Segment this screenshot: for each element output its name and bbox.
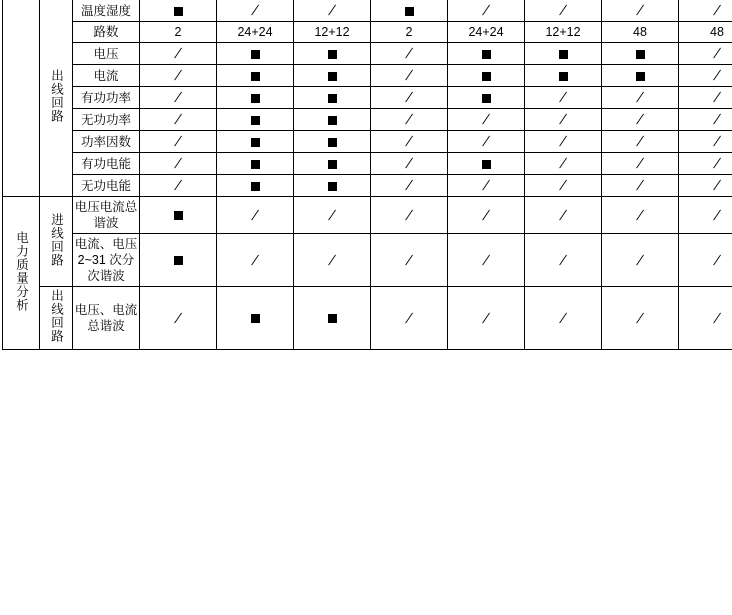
- cell-number: 48: [710, 25, 724, 39]
- cell-value: [602, 197, 679, 234]
- row-item-label: 无功功率: [73, 109, 140, 131]
- table-row: [3, 153, 732, 175]
- slash-icon: /: [482, 2, 490, 18]
- cell-value: [525, 65, 602, 87]
- table-row: [3, 22, 732, 43]
- subgroup-label-outgoing-2: 出线回路: [49, 289, 64, 343]
- cell-value: [448, 87, 525, 109]
- slash-icon: /: [482, 206, 490, 223]
- cell-value: [448, 109, 525, 131]
- cell-value: [217, 65, 294, 87]
- slash-icon: /: [482, 251, 490, 268]
- cell-value: [140, 65, 217, 87]
- subgroup-label-outgoing-1: 出线回路: [49, 69, 64, 123]
- slash-icon: /: [405, 67, 413, 83]
- slash-icon: /: [636, 111, 644, 127]
- slash-icon: /: [405, 309, 413, 326]
- slash-icon: /: [559, 251, 567, 268]
- slash-icon: /: [482, 177, 490, 193]
- row-item-label: 电流: [73, 65, 140, 87]
- filled-square-icon: [251, 160, 260, 169]
- cell-value: [525, 43, 602, 65]
- filled-square-icon: [559, 72, 568, 81]
- cell-value: [602, 131, 679, 153]
- filled-square-icon: [251, 314, 260, 323]
- subgroup-label-cell: [40, 0, 73, 197]
- cell-value: [294, 234, 371, 287]
- slash-icon: /: [713, 251, 721, 268]
- cell-value: [679, 0, 732, 22]
- slash-icon: /: [559, 133, 567, 149]
- row-item-label: 电压: [73, 43, 140, 65]
- cell-value: [602, 0, 679, 22]
- slash-icon: /: [328, 206, 336, 223]
- slash-icon: /: [636, 133, 644, 149]
- cell-value: [448, 0, 525, 22]
- slash-icon: /: [636, 251, 644, 268]
- slash-icon: /: [328, 251, 336, 268]
- cell-value: [679, 131, 732, 153]
- cell-value: [140, 131, 217, 153]
- cell-value: [525, 87, 602, 109]
- table-row: [3, 131, 732, 153]
- filled-square-icon: [174, 7, 183, 16]
- cell-value: [525, 197, 602, 234]
- cell-value: [140, 287, 217, 350]
- filled-square-icon: [251, 94, 260, 103]
- slash-icon: /: [405, 133, 413, 149]
- cell-number: 2: [405, 25, 413, 39]
- cell-value: [371, 65, 448, 87]
- cell-value: [448, 153, 525, 175]
- cell-value: [602, 65, 679, 87]
- filled-square-icon: [559, 50, 568, 59]
- cell-value: [217, 153, 294, 175]
- slash-icon: /: [713, 133, 721, 149]
- table-row: [3, 109, 732, 131]
- cell-value: [371, 153, 448, 175]
- row-item-label: 路数: [73, 22, 140, 43]
- slash-icon: /: [174, 45, 182, 61]
- slash-icon: /: [713, 89, 721, 105]
- cell-value: [140, 0, 217, 22]
- slash-icon: /: [482, 133, 490, 149]
- table-row: [3, 175, 732, 197]
- cell-value: [679, 153, 732, 175]
- cell-number: 24+24: [468, 25, 504, 39]
- slash-icon: /: [713, 111, 721, 127]
- cell-value: [525, 153, 602, 175]
- filled-square-icon: [636, 72, 645, 81]
- filled-square-icon: [482, 72, 491, 81]
- cell-value: [602, 234, 679, 287]
- filled-square-icon: [636, 50, 645, 59]
- filled-square-icon: [251, 138, 260, 147]
- row-item-label: 功率因数: [73, 131, 140, 153]
- subgroup-label-cell: [40, 287, 73, 350]
- cell-value: [294, 0, 371, 22]
- filled-square-icon: [251, 50, 260, 59]
- slash-icon: /: [251, 2, 259, 18]
- cell-value: [294, 131, 371, 153]
- cell-value: [371, 43, 448, 65]
- cell-value: [217, 43, 294, 65]
- cell-value: [140, 197, 217, 234]
- filled-square-icon: [328, 72, 337, 81]
- cell-value: [294, 175, 371, 197]
- cell-value: [448, 234, 525, 287]
- specification-table: [2, 0, 732, 350]
- cell-value: [371, 287, 448, 350]
- cell-value: [294, 109, 371, 131]
- slash-icon: /: [482, 309, 490, 326]
- cell-value: [679, 197, 732, 234]
- cell-value: [294, 197, 371, 234]
- cell-value: [140, 87, 217, 109]
- slash-icon: /: [713, 177, 721, 193]
- table-row: [3, 197, 732, 234]
- slash-icon: /: [636, 309, 644, 326]
- filled-square-icon: [251, 182, 260, 191]
- cell-value: [371, 109, 448, 131]
- cell-value: [140, 109, 217, 131]
- cell-value: [602, 175, 679, 197]
- cell-number: 12+12: [545, 25, 581, 39]
- slash-icon: /: [405, 111, 413, 127]
- slash-icon: /: [636, 2, 644, 18]
- cell-value: [602, 43, 679, 65]
- subgroup-label-incoming: 进线回路: [49, 212, 64, 267]
- slash-icon: /: [636, 206, 644, 223]
- cell-value: [448, 131, 525, 153]
- cell-value: [217, 287, 294, 350]
- cell-value: [525, 175, 602, 197]
- row-item-label: 电压电流总谐波: [73, 197, 140, 234]
- group-label-cell: [3, 197, 40, 350]
- slash-icon: /: [636, 89, 644, 105]
- cell-value: [371, 234, 448, 287]
- slash-icon: /: [713, 206, 721, 223]
- cell-value: [679, 234, 732, 287]
- slash-icon: /: [174, 155, 182, 171]
- table-row: [3, 234, 732, 287]
- row-item-label: 温度湿度: [73, 0, 140, 22]
- filled-square-icon: [174, 256, 183, 265]
- cell-value: [371, 175, 448, 197]
- filled-square-icon: [328, 116, 337, 125]
- slash-icon: /: [559, 155, 567, 171]
- group-label-cell: [3, 0, 40, 197]
- cell-value: [679, 287, 732, 350]
- slash-icon: /: [559, 309, 567, 326]
- slash-icon: /: [405, 177, 413, 193]
- slash-icon: /: [713, 155, 721, 171]
- cell-value: [217, 197, 294, 234]
- cell-value: [371, 131, 448, 153]
- cell-number: 2: [174, 25, 182, 39]
- cell-value: [448, 43, 525, 65]
- filled-square-icon: [251, 116, 260, 125]
- table-row: [3, 287, 732, 350]
- slash-icon: /: [713, 309, 721, 326]
- cell-value: [217, 87, 294, 109]
- slash-icon: /: [559, 177, 567, 193]
- cell-number: 12+12: [314, 25, 350, 39]
- cell-value: [217, 234, 294, 287]
- slash-icon: /: [559, 111, 567, 127]
- slash-icon: /: [713, 67, 721, 83]
- slash-icon: /: [174, 111, 182, 127]
- cell-value: [294, 153, 371, 175]
- cell-value: [140, 153, 217, 175]
- table-row: [3, 65, 732, 87]
- table-body: [3, 0, 732, 350]
- filled-square-icon: [482, 94, 491, 103]
- cell-value: [294, 22, 371, 43]
- cell-value: [602, 109, 679, 131]
- slash-icon: /: [713, 2, 721, 18]
- slash-icon: /: [482, 111, 490, 127]
- slash-icon: /: [174, 89, 182, 105]
- slash-icon: /: [559, 89, 567, 105]
- slash-icon: /: [559, 206, 567, 223]
- cell-value: [371, 197, 448, 234]
- table-row: [3, 43, 732, 65]
- filled-square-icon: [328, 94, 337, 103]
- filled-square-icon: [328, 160, 337, 169]
- cell-value: [525, 109, 602, 131]
- slash-icon: /: [251, 206, 259, 223]
- cell-value: [448, 197, 525, 234]
- table-row: [3, 87, 732, 109]
- cell-value: [602, 287, 679, 350]
- cell-number: 48: [633, 25, 647, 39]
- slash-icon: /: [636, 155, 644, 171]
- filled-square-icon: [328, 182, 337, 191]
- cell-value: [525, 131, 602, 153]
- cell-value: [294, 287, 371, 350]
- slash-icon: /: [559, 2, 567, 18]
- cell-value: [602, 87, 679, 109]
- slash-icon: /: [174, 67, 182, 83]
- slash-icon: /: [405, 45, 413, 61]
- cell-value: [448, 287, 525, 350]
- row-item-label: 有功功率: [73, 87, 140, 109]
- slash-icon: /: [405, 155, 413, 171]
- slash-icon: /: [174, 309, 182, 326]
- cell-value: [679, 43, 732, 65]
- cell-value: [217, 0, 294, 22]
- cell-value: [448, 175, 525, 197]
- cell-value: [294, 43, 371, 65]
- cell-value: [448, 22, 525, 43]
- filled-square-icon: [328, 50, 337, 59]
- row-item-label: 电流、电压2~31 次分次谐波: [73, 234, 140, 287]
- slash-icon: /: [174, 177, 182, 193]
- subgroup-label-cell: [40, 197, 73, 287]
- cell-value: [140, 234, 217, 287]
- cell-value: [217, 175, 294, 197]
- slash-icon: /: [713, 45, 721, 61]
- table-row: [3, 0, 732, 22]
- slash-icon: /: [174, 133, 182, 149]
- filled-square-icon: [482, 160, 491, 169]
- row-item-label: 无功电能: [73, 175, 140, 197]
- cell-value: [679, 109, 732, 131]
- slash-icon: /: [405, 206, 413, 223]
- cell-value: [140, 22, 217, 43]
- filled-square-icon: [328, 138, 337, 147]
- cell-value: [679, 175, 732, 197]
- cell-value: [294, 65, 371, 87]
- cell-value: [679, 22, 732, 43]
- cell-value: [140, 43, 217, 65]
- slash-icon: /: [251, 251, 259, 268]
- cell-value: [679, 87, 732, 109]
- filled-square-icon: [174, 211, 183, 220]
- filled-square-icon: [251, 72, 260, 81]
- cell-value: [602, 153, 679, 175]
- cell-value: [371, 0, 448, 22]
- row-item-label: 有功电能: [73, 153, 140, 175]
- group-label-power-quality: 电力质量分析: [14, 230, 29, 312]
- filled-square-icon: [405, 7, 414, 16]
- cell-value: [217, 131, 294, 153]
- slash-icon: /: [405, 89, 413, 105]
- cell-value: [371, 87, 448, 109]
- cell-value: [217, 109, 294, 131]
- cell-value: [525, 287, 602, 350]
- cell-value: [525, 22, 602, 43]
- cell-value: [448, 65, 525, 87]
- cell-value: [371, 22, 448, 43]
- cell-value: [602, 22, 679, 43]
- slash-icon: /: [328, 2, 336, 18]
- cell-value: [140, 175, 217, 197]
- cell-value: [525, 0, 602, 22]
- filled-square-icon: [328, 314, 337, 323]
- cell-value: [217, 22, 294, 43]
- cell-value: [525, 234, 602, 287]
- slash-icon: /: [405, 251, 413, 268]
- row-item-label: 电压、电流总谐波: [73, 287, 140, 350]
- cell-number: 24+24: [237, 25, 273, 39]
- slash-icon: /: [636, 177, 644, 193]
- cell-value: [294, 87, 371, 109]
- cell-value: [679, 65, 732, 87]
- filled-square-icon: [482, 50, 491, 59]
